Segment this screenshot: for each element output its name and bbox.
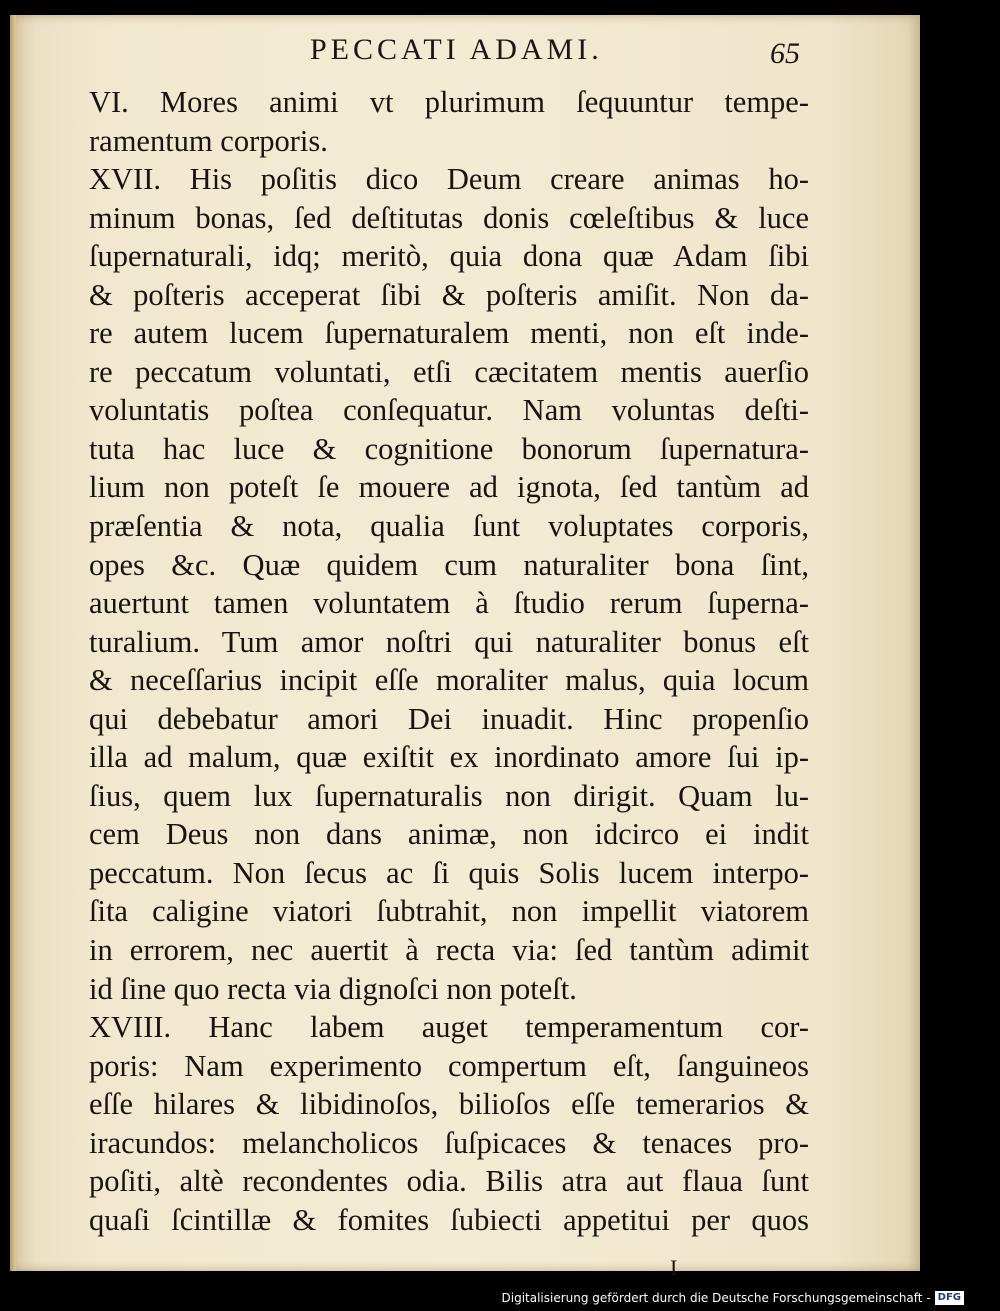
text-line: præſentia & nota, qualia ſunt voluptates corporis, <box>89 509 809 544</box>
text-line: voluntatis poſtea conſequatur. Nam voluntas deſti- <box>89 393 809 428</box>
text-line: re peccatum voluntati, etſi cæcitatem mentis auerſio <box>89 354 809 389</box>
text-line: poris: Nam experimento compertum eſt, ſanguineos <box>89 1048 809 1083</box>
text-line: eſſe hilares & libidinoſos, bilioſos eſſe temerarios & <box>89 1087 809 1122</box>
text-line: quaſi ſcintillæ & fomites ſubiecti appetitui per quos <box>89 1202 809 1237</box>
text-line: minum bonas, ſed deſtitutas donis cœleſtibus & luce <box>89 200 809 235</box>
text-line: ſita caligine viatori ſubtrahit, non impellit viatorem <box>89 894 809 929</box>
text-line: illa ad malum, quæ exiſtit ex inordinato amore ſui ip- <box>89 740 809 775</box>
text-line: turalium. Tum amor noſtri qui naturaliter bonus eſt <box>89 624 809 659</box>
digitization-credit <box>502 1291 965 1305</box>
credit-text: Digitalisierung gefördert durch die Deutsche Forschungsgemeinschaft - <box>501 1291 931 1305</box>
text-line: peccatum. Non ſecus ac ſi quis Solis lucem interpo- <box>89 855 809 890</box>
running-head: PECCATI ADAMI. <box>310 33 603 66</box>
page-gutter <box>10 15 16 1271</box>
text-line: tuta hac luce & cognitione bonorum ſupernatura- <box>89 431 809 466</box>
text-line: qui debebatur amori Dei inuadit. Hinc propenſio <box>89 701 809 736</box>
text-line: ſius, quem lux ſupernaturalis non dirigit. Quam lu- <box>89 778 809 813</box>
text-line: ramentum corporis. <box>89 123 328 158</box>
text-line: VI. Mores animi vt plurimum ſequuntur tempe- <box>89 85 809 119</box>
text-line: ſupernaturali, idq; meritò, quia dona quæ Adam ſibi <box>89 239 809 274</box>
text-line: cem Deus non dans animæ, non idcirco ei indit <box>89 817 809 852</box>
page-number: 65 <box>770 37 800 70</box>
text-line: & neceſſarius incipit eſſe moraliter malus, quia locum <box>89 663 809 698</box>
book-page <box>10 15 920 1280</box>
text-line: in errorem, nec auertit à recta via: ſed tantùm adimit <box>89 933 809 968</box>
text-line: auertunt tamen voluntatem à ſtudio rerum ſuperna- <box>89 586 809 621</box>
text-line: XVII. His poſitis dico Deum creare animas ho- <box>89 162 809 197</box>
text-line: re autem lucem ſupernaturalem menti, non eſt inde- <box>89 316 809 351</box>
dfg-logo-icon: DFG <box>935 1291 964 1305</box>
text-line: lium non poteſt ſe mouere ad ignota, ſed tantùm ad <box>89 470 809 505</box>
text-line: id ſine quo recta via dignoſci non poteſt. <box>89 971 577 1006</box>
body-text <box>89 83 809 1239</box>
text-line: opes &c. Quæ quidem cum naturaliter bona ſint, <box>89 547 809 582</box>
text-line: & poſteris acceperat ſibi & poſteris amiſit. Non da- <box>89 277 809 312</box>
catchword: I <box>670 1255 678 1280</box>
text-line: XVIII. Hanc labem auget temperamentum cor- <box>89 1010 809 1045</box>
text-line: iracundos: melancholicos ſuſpicaces & tenaces pro- <box>89 1125 809 1160</box>
text-line: poſiti, altè recondentes odia. Bilis atra aut flaua ſunt <box>89 1164 809 1199</box>
